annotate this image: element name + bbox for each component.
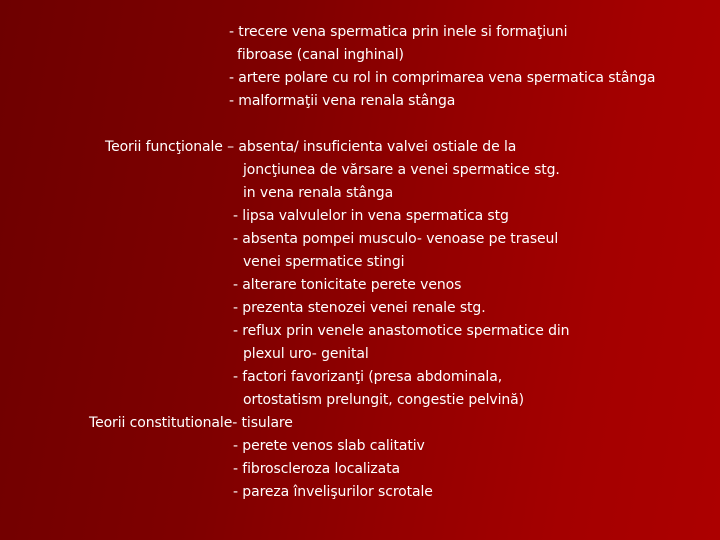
text-line: plexul uro- genital [243, 346, 369, 362]
text-line: - trecere vena spermatica prin inele si formaţiuni [229, 24, 568, 40]
text-line: - malformaţii vena renala stânga [229, 93, 456, 109]
text-line: joncţiunea de vărsare a venei spermatice stg. [243, 162, 560, 178]
text-line: in vena renala stânga [243, 185, 394, 201]
text-line: - fibroscleroza localizata [233, 461, 401, 477]
text-line: venei spermatice stingi [243, 254, 405, 270]
text-line: - prezenta stenozei venei renale stg. [233, 300, 486, 316]
text-line: - absenta pompei musculo- venoase pe traseul [233, 231, 559, 247]
section-heading-constitutional: Teorii constitutionale- tisulare [89, 415, 293, 431]
text-line: - perete venos slab calitativ [233, 438, 425, 454]
text-line: - lipsa valvulelor in vena spermatica stg [233, 208, 509, 224]
text-line: ortostatism prelungit, congestie pelvină) [243, 392, 524, 408]
text-line: - pareza învelişurilor scrotale [233, 484, 433, 500]
section-heading-functional: Teorii funcţionale – absenta/ insuficienta valvei ostiale de la [105, 139, 517, 155]
text-line: - reflux prin venele anastomotice spermatice din [233, 323, 570, 339]
text-line: - artere polare cu rol in comprimarea vena spermatica stânga [229, 70, 656, 86]
text-line: fibroase (canal inghinal) [237, 47, 404, 63]
text-line: - factori favorizanţi (presa abdominala, [233, 369, 503, 385]
text-line: - alterare tonicitate perete venos [233, 277, 462, 293]
